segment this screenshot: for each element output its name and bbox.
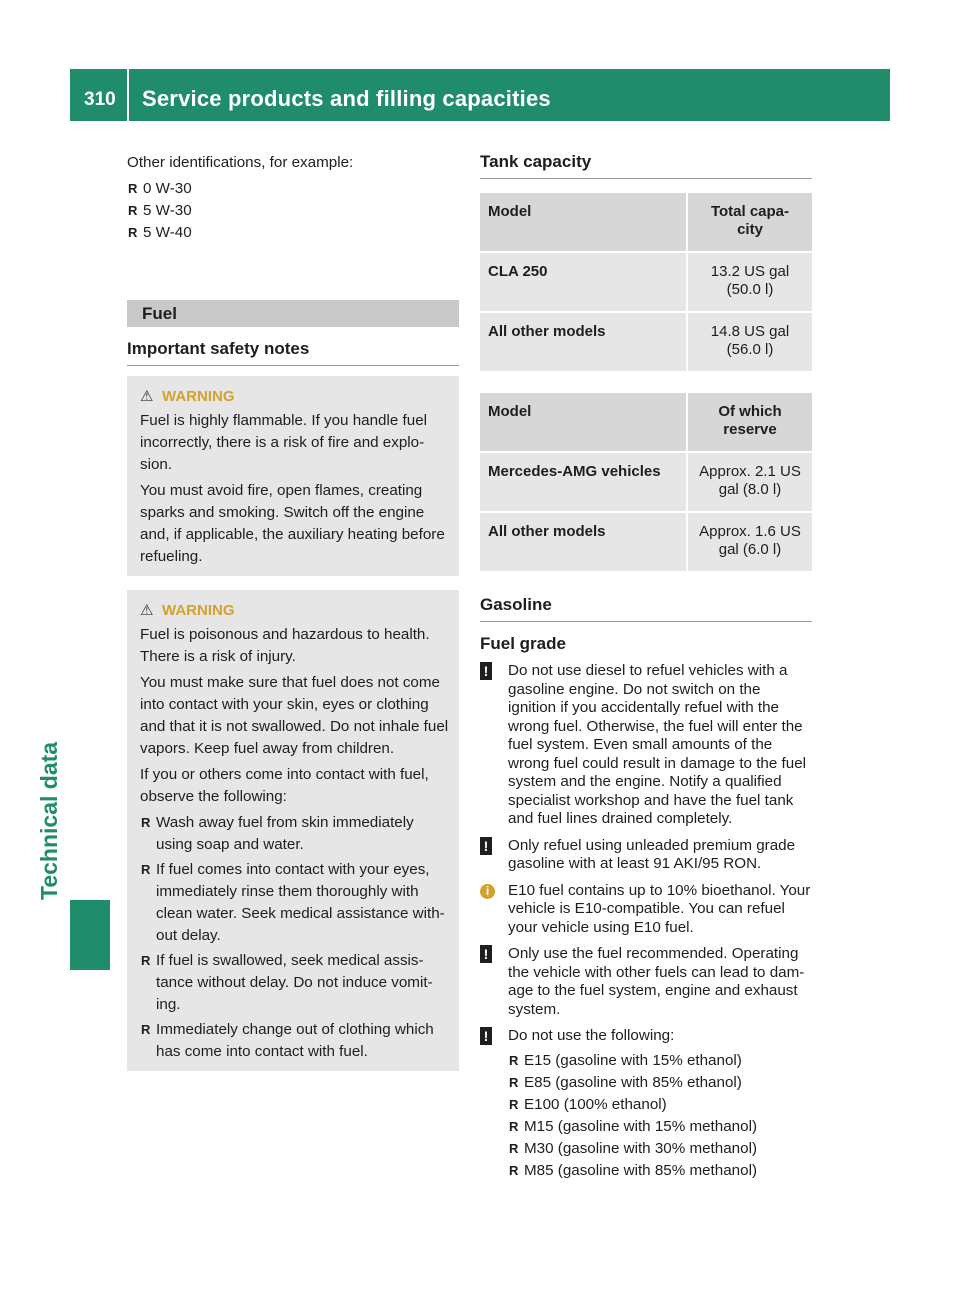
- table-header-cell: Of which reserve: [686, 393, 812, 451]
- tank-capacity-table: [480, 191, 812, 373]
- table-header-cell: Total capa- city: [686, 193, 812, 251]
- caution-text: Do not use the following:: [508, 1027, 675, 1044]
- warning-title: WARNING: [162, 602, 235, 619]
- caution-note: [480, 945, 812, 1019]
- page-header: [70, 69, 890, 121]
- first-aid-list: [140, 812, 451, 1063]
- warning-paragraph: You must make sure that fuel does not come into contact with your skin, eyes or clothing and that it is not swallowed. Do not inhale fuel vapors. Keep fuel away from children.: [140, 674, 449, 757]
- warning-box-flammable: [127, 376, 459, 576]
- caution-note: [480, 837, 812, 874]
- caution-text: Do not use diesel to refuel vehicles with a gasoline engine. Do not switch on the ignition if you accidentally refuel with the wrong fuel. Otherwise, the fuel will enter the fuel system. Even small amounts of the wrong fuel could result in damage to the fuel system and the engine. Notify a qualified specialist workshop and have the fuel tank and fuel lines drained completely.: [508, 662, 807, 827]
- warning-paragraph: You must avoid fire, open flames, creating sparks and smoking. Switch off the engine and, if applicable, the auxiliary heating before refueling.: [140, 482, 445, 565]
- list-item: R If fuel is swallowed, seek medical assis- tance without delay. Do not induce vomit- ing.: [140, 950, 451, 1016]
- list-item: R Wash away fuel from skin immediately using soap and water.: [140, 812, 451, 856]
- table-row: [480, 513, 812, 571]
- page-title: Service products and filling capacities: [142, 86, 551, 111]
- table-cell: Approx. 1.6 US gal (6.0 l): [686, 513, 812, 571]
- warning-triangle-icon: ⚠: [140, 602, 154, 619]
- warning-triangle-icon: ⚠: [140, 388, 154, 405]
- page-number: 310: [84, 89, 116, 110]
- caution-note: [480, 662, 812, 829]
- warning-title: WARNING: [162, 388, 235, 405]
- list-item: R 5 W-40: [127, 222, 459, 244]
- list-item: R Immediately change out of clothing which has come into contact with fuel.: [140, 1019, 451, 1063]
- list-item: R E15 (gasoline with 15% ethanol): [508, 1050, 812, 1072]
- caution-note: [480, 1027, 812, 1046]
- exclamation-icon: !: [480, 1027, 492, 1045]
- list-item: R M15 (gasoline with 15% methanol): [508, 1116, 812, 1138]
- reserve-table: [480, 391, 812, 573]
- list-item: R M85 (gasoline with 85% methanol): [508, 1160, 812, 1182]
- warning-heading: [140, 386, 451, 408]
- warning-paragraph: Fuel is highly flammable. If you handle fuel incorrectly, there is a risk of fire and explo- sion.: [140, 412, 428, 473]
- table-cell: Mercedes-AMG vehicles: [480, 453, 686, 511]
- table-header-cell: Model: [480, 193, 686, 251]
- warning-heading: [140, 600, 451, 622]
- warning-paragraph: Fuel is poisonous and hazardous to health. There is a risk of injury.: [140, 626, 430, 665]
- list-item: R M30 (gasoline with 30% methanol): [508, 1138, 812, 1160]
- caution-text: Only refuel using unleaded premium grade gasoline with at least 91 AKI/95 RON.: [508, 836, 796, 872]
- table-header-cell: Model: [480, 393, 686, 451]
- list-item: R 0 W-30: [127, 178, 459, 200]
- info-icon: i: [480, 884, 495, 899]
- info-text: E10 fuel contains up to 10% bioethanol. Your vehicle is E10-compatible. You can refuel your vehicle using E10 fuel.: [508, 881, 811, 936]
- table-cell: 14.8 US gal (56.0 l): [686, 313, 812, 371]
- list-item: R E100 (100% ethanol): [508, 1094, 812, 1116]
- exclamation-icon: !: [480, 662, 492, 680]
- intro-text: Other identifications, for example:: [127, 154, 354, 171]
- warning-box-poisonous: [127, 590, 459, 1071]
- gasoline-heading: Gasoline: [480, 595, 812, 622]
- important-safety-heading: Important safety notes: [127, 339, 459, 366]
- exclamation-icon: !: [480, 837, 492, 855]
- table-cell: All other models: [480, 313, 686, 371]
- list-item: R E85 (gasoline with 85% ethanol): [508, 1072, 812, 1094]
- info-note: [480, 882, 812, 938]
- table-header-row: [480, 193, 812, 251]
- table-header-row: [480, 393, 812, 451]
- caution-text: Only use the fuel recommended. Operating the vehicle with other fuels can lead to dam- age to the fuel system, engine and exhaust system.: [508, 945, 805, 1018]
- tank-capacity-heading: Tank capacity: [480, 152, 812, 179]
- table-cell: CLA 250: [480, 253, 686, 311]
- side-tab-marker: [70, 900, 110, 970]
- table-row: [480, 253, 812, 311]
- fuel-grade-heading: Fuel grade: [480, 634, 566, 653]
- left-column: [127, 152, 459, 1071]
- list-item: R 5 W-30: [127, 200, 459, 222]
- section-band-fuel: Fuel: [127, 300, 459, 327]
- side-tab-label: Technical data: [36, 741, 62, 900]
- list-item: R If fuel comes into contact with your eyes, immediately rinse them thoroughly with clean water. Seek medical assistance with- out delay.: [140, 859, 451, 947]
- right-column: [480, 152, 812, 1182]
- table-cell: Approx. 2.1 US gal (8.0 l): [686, 453, 812, 511]
- prohibited-fuels-list: [508, 1050, 812, 1182]
- exclamation-icon: !: [480, 945, 492, 963]
- intro-list: [127, 178, 459, 244]
- warning-paragraph: If you or others come into contact with fuel, observe the following:: [140, 766, 429, 805]
- table-cell: 13.2 US gal (50.0 l): [686, 253, 812, 311]
- table-cell: All other models: [480, 513, 686, 571]
- table-row: [480, 453, 812, 511]
- table-row: [480, 313, 812, 371]
- header-divider: [127, 69, 129, 121]
